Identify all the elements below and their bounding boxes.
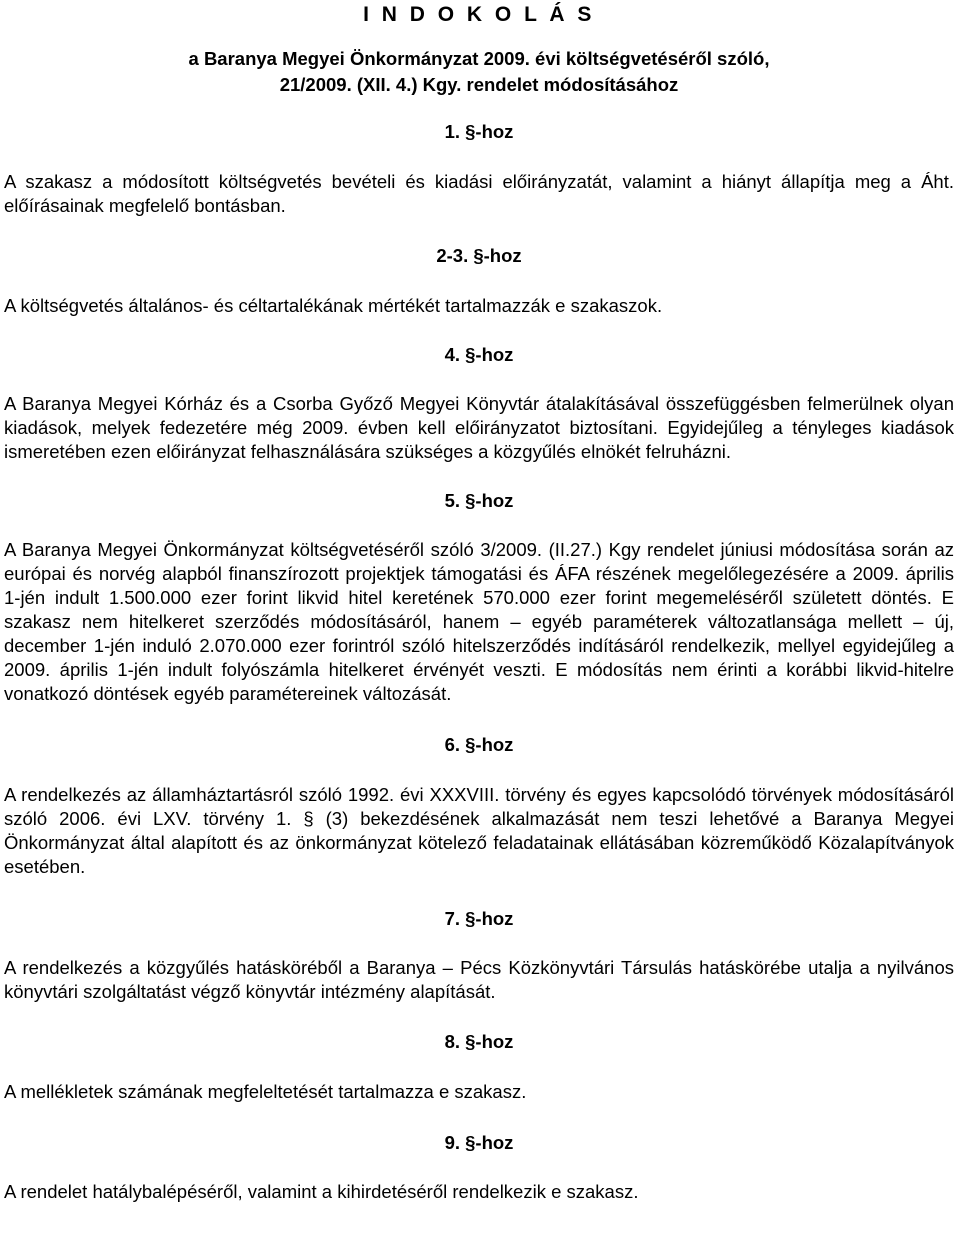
- section-heading-4: 4. §-hoz: [444, 344, 514, 365]
- section-text-4: A Baranya Megyei Kórház és a Csorba Győző Megyei Könyvtár átalakításával összefüggésben felmerülnek olyan kiadások, melyek fedezetére még 2009. évben kell előirányzatot biztosítani. Egyidejűleg a tényleges kiadások ismeretében ezen előirányzat felhasználására szükséges a közgyűlés elnökét felruházni.: [4, 393, 954, 462]
- section-text-6: A rendelkezés az államháztartásról szóló 1992. évi XXXVIII. törvény és egyes kapcsolódó törvények módosításáról szóló 2006. évi LXV. törvény 1. § (3) bekezdésének alkalmazását nem teszi lehetővé a Baranya Megyei Önkormányzat által alapított és az önkormányzat kötelező feladatainak ellátásában közreműködő Közalapítványok esetében.: [4, 784, 954, 877]
- section-text-8: A mellékletek számának megfeleltetését tartalmazza e szakasz.: [4, 1081, 527, 1102]
- section-text-1: A szakasz a módosított költségvetés bevételi és kiadási előirányzatát, valamint a hiányt állapítja meg a Áht. előírásainak megfelelő bontásban.: [4, 171, 954, 216]
- document-subtitle: [4, 46, 954, 98]
- section-heading-9: 9. §-hoz: [444, 1132, 514, 1153]
- section-heading-8: 8. §-hoz: [444, 1031, 514, 1052]
- subtitle-line-1: a Baranya Megyei Önkormányzat 2009. évi költségvetéséről szóló,: [188, 48, 770, 69]
- document-title: I N D O K O L Á S: [363, 3, 595, 26]
- section-heading-7: 7. §-hoz: [444, 908, 514, 929]
- subtitle-line-2: 21/2009. (XII. 4.) Kgy. rendelet módosításához: [279, 74, 679, 95]
- section-text-2-3: A költségvetés általános- és céltartalékának mértékét tartalmazzák e szakaszok.: [4, 295, 663, 316]
- section-text-7: A rendelkezés a közgyűlés hatásköréből a Baranya – Pécs Közkönyvtári Társulás hatáskörébe utalja a nyilvános könyvtári szolgáltatást végző könyvtár intézmény alapítását.: [4, 957, 954, 1002]
- section-heading-2-3: 2-3. §-hoz: [436, 245, 522, 266]
- section-heading-6: 6. §-hoz: [444, 734, 514, 755]
- section-heading-1: 1. §-hoz: [444, 121, 514, 142]
- section-text-9: A rendelet hatálybalépéséről, valamint a kihirdetéséről rendelkezik e szakasz.: [4, 1181, 639, 1202]
- section-heading-5: 5. §-hoz: [444, 490, 514, 511]
- section-text-5: A Baranya Megyei Önkormányzat költségvetéséről szóló 3/2009. (II.27.) Kgy rendelet júniusi módosítása során az európai és norvég alapból finanszírozott projektjek támogatási és ÁFA részének megelőlegezésére a 2009. április 1-jén indult 1.500.000 ezer forint likvid hitel keretének 570.000 ezer forint megemeléséről született döntés. E szakasz nem hitelkeret szerződés módosításáról, hanem – egyéb paraméterek változatlansága mellett – új, december 1-jén induló 2.070.000 ezer forintról szóló hitelszerződés indításáról rendelkezik, mellyel egyidejűleg a 2009. április 1-jén indult folyószámla hitelkeret érvényét veszti. E módosítás nem érinti a korábbi likvid-hitelre vonatkozó döntések egyéb paramétereinek változását.: [4, 539, 954, 704]
